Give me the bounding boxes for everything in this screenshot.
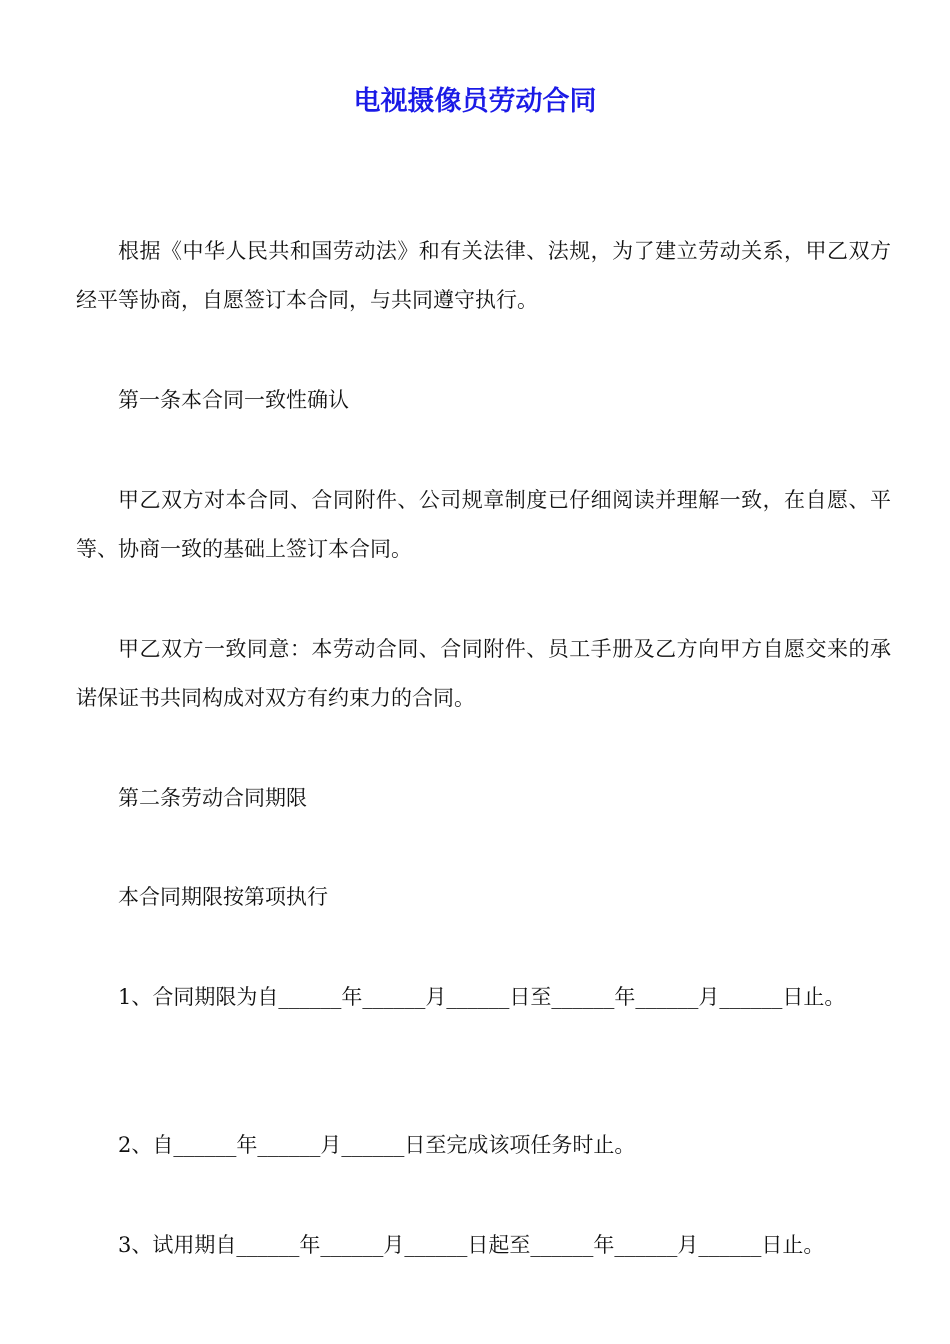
article-2-intro: 本合同期限按第项执行 [118,885,328,909]
preamble-paragraph: 根据《中华人民共和国劳动法》和有关法律、法规，为了建立劳动关系，甲乙双方经平等协商，自愿签订本合同，与共同遵守执行。 [76,239,891,312]
document-title: 电视摄像员劳动合同 [353,86,597,117]
term-option-2: 2、自______年______月______日至完成该项任务时止。 [118,1133,636,1157]
article-1-paragraph-2: 甲乙双方一致同意：本劳动合同、合同附件、员工手册及乙方向甲方自愿交来的承诺保证书共同构成对双方有约束力的合同。 [76,637,891,710]
term-option-3: 3、试用期自______年______月______日起至______年______月______日止。 [118,1233,825,1257]
article-1-heading: 第一条本合同一致性确认 [118,388,349,412]
article-1-paragraph-1: 甲乙双方对本合同、合同附件、公司规章制度已仔细阅读并理解一致，在自愿、平等、协商一致的基础上签订本合同。 [76,488,891,561]
article-2-heading: 第二条劳动合同期限 [118,786,307,810]
term-option-1: 1、合同期限为自______年______月______日至______年______月______日止。 [118,985,846,1009]
